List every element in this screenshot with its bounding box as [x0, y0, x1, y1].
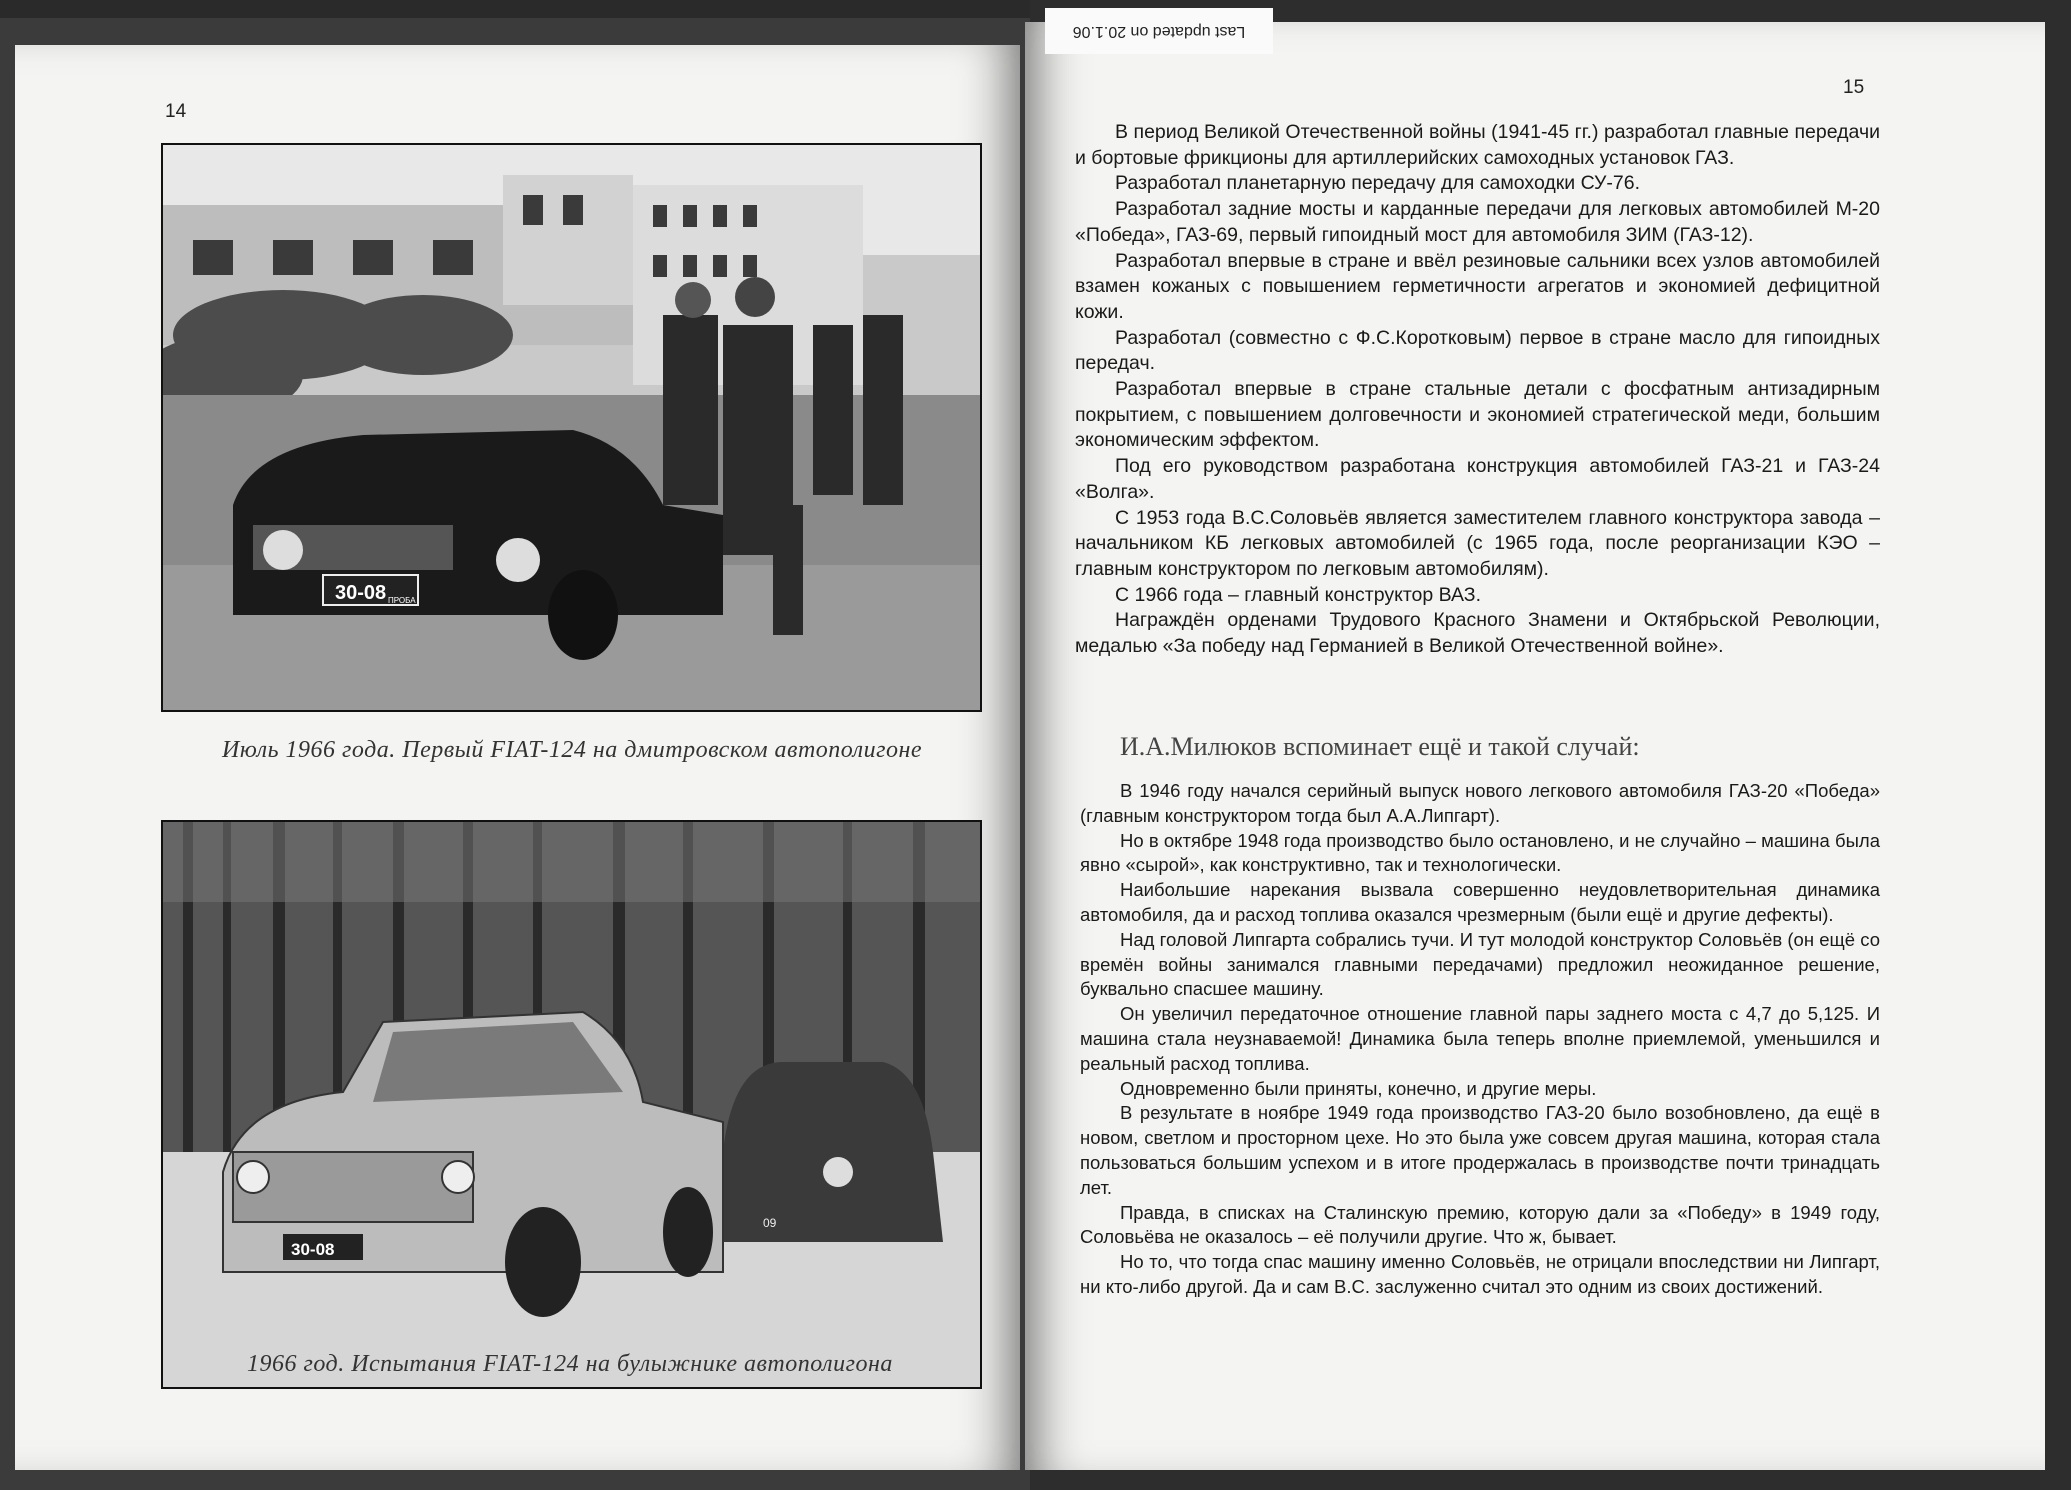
plate-text: 30-08	[335, 582, 387, 604]
photo2-caption: 1966 год. Испытания FIAT-124 на булыжнике автополигона	[247, 1351, 893, 1377]
section-heading: И.А.Милюков вспоминает ещё и такой случай:	[1120, 732, 1640, 761]
paragraph: Разработал впервые в стране и ввёл резиновые сальники всех узлов автомобилей взамен кожаных с повышением герметичности агрегатов и экономией дефицитной кожи.	[1075, 249, 1880, 323]
plate-suffix: ПРОБА	[388, 596, 416, 605]
right-page	[1025, 22, 2045, 1470]
paragraph: С 1966 года – главный конструктор ВАЗ.	[1115, 583, 1481, 606]
paragraph: Правда, в списках на Сталинскую премию, которую дали за «Победу» в 1949 году, Соловьёва не оказалось – её получили другие. Что ж, бывает.	[1080, 1201, 1880, 1248]
paragraph: Наибольшие нарекания вызвала совершенно неудовлетворительная динамика автомобиля, да и расход топлива оказался чрезмерным (были ещё и другие дефекты).	[1080, 879, 1880, 925]
paragraph: Награждён орденами Трудового Красного Знамени и Октябрьской Революции, медалью «За победу над Германией в Великой Отечественной войне».	[1075, 609, 1880, 658]
photo-forest-fiat	[161, 820, 982, 1389]
plate2-text: 09	[763, 1216, 777, 1230]
paragraph: С 1953 года В.С.Соловьёв является заместителем главного конструктора завода – начальником КБ легковых автомобилей (с 1965 года, после реорганизации КЭО – главным конструктором по легковым автомобилям).	[1075, 506, 1880, 580]
paragraph: В период Великой Отечественной войны (1941-45 гг.) разработал главные передачи и бортовые фрикционы для артиллерийских самоходных установок ГАЗ.	[1075, 121, 1880, 169]
plate-text-2: 30-08	[291, 1240, 335, 1259]
paragraph: Но то, что тогда спас машину именно Соловьёв, не отрицали впоследствии ни Липгарт, ни кто-либо другой. Да и сам В.С. заслуженно считал это одним из своих достижений.	[1080, 1251, 1880, 1297]
photo1-caption: Июль 1966 года. Первый FIAT-124 на дмитровском автополигоне	[222, 737, 923, 763]
photo-workshop-illustration	[163, 145, 980, 710]
paragraph: Над головой Липгарта собрались тучи. И тут молодой конструктор Соловьёв (он ещё со времён войны занимался главными передачами) предложил неожиданное решение, буквально спасшее машину.	[1080, 928, 1880, 1000]
paragraph: Но в октябре 1948 года производство было остановлено, и не случайно – машина была явно «сырой», как конструктивно, так и технологически.	[1080, 829, 1880, 876]
paragraph: Под его руководством разработана конструкция автомобилей ГАЗ-21 и ГАЗ-24 «Волга».	[1075, 455, 1880, 503]
paragraph: В результате в ноябре 1949 года производство ГАЗ-20 было возобновлено, да ещё в новом, светлом и просторном цехе. Но это была уже совсем другая машина, которая стала пользоваться большим успехом и в итоге продержалась в производстве почти тринадцать лет.	[1080, 1102, 1880, 1198]
paragraph: Разработал планетарную передачу для самоходки СУ-76.	[1115, 172, 1641, 195]
paragraph: В 1946 году начался серийный выпуск нового легкового автомобиля ГАЗ-20 «Победа» (главным конструктором тогда был А.А.Липгарт).	[1080, 780, 1880, 826]
update-stamp: Last updated on 20.1.06	[1045, 8, 1273, 54]
paragraph: Разработал впервые в стране стальные детали с фосфатным антизадирным покрытием, с повышением долговечности и экономией стратегической меди, большим экономическим эффектом.	[1075, 378, 1880, 452]
paragraph: Одновременно были приняты, конечно, и другие меры.	[1120, 1077, 1597, 1099]
page-number: 14	[165, 101, 187, 122]
page-number: 15	[1843, 77, 1865, 98]
story-text	[1080, 779, 1880, 1300]
photo-forest-illustration	[163, 822, 980, 1387]
paragraph: Разработал (совместно с Ф.С.Коротковым) первое в стране масло для гипоидных передач.	[1075, 326, 1880, 375]
paragraph: Он увеличил передаточное отношение главной пары заднего моста с 4,7 до 5,125. И машина стала неузнаваемой! Динамика была теперь вполне приемлемой, уменьшился и реальный расход топлива.	[1080, 1003, 1880, 1074]
left-page	[15, 45, 1020, 1470]
paragraph: Разработал задние мосты и карданные передачи для легковых автомобилей М-20 «Победа», ГАЗ-69, первый гипоидный мост для автомобиля ЗИМ (ГАЗ-12).	[1075, 198, 1880, 246]
photo-workshop-fiat	[161, 143, 982, 712]
biography-text	[1075, 120, 1880, 660]
